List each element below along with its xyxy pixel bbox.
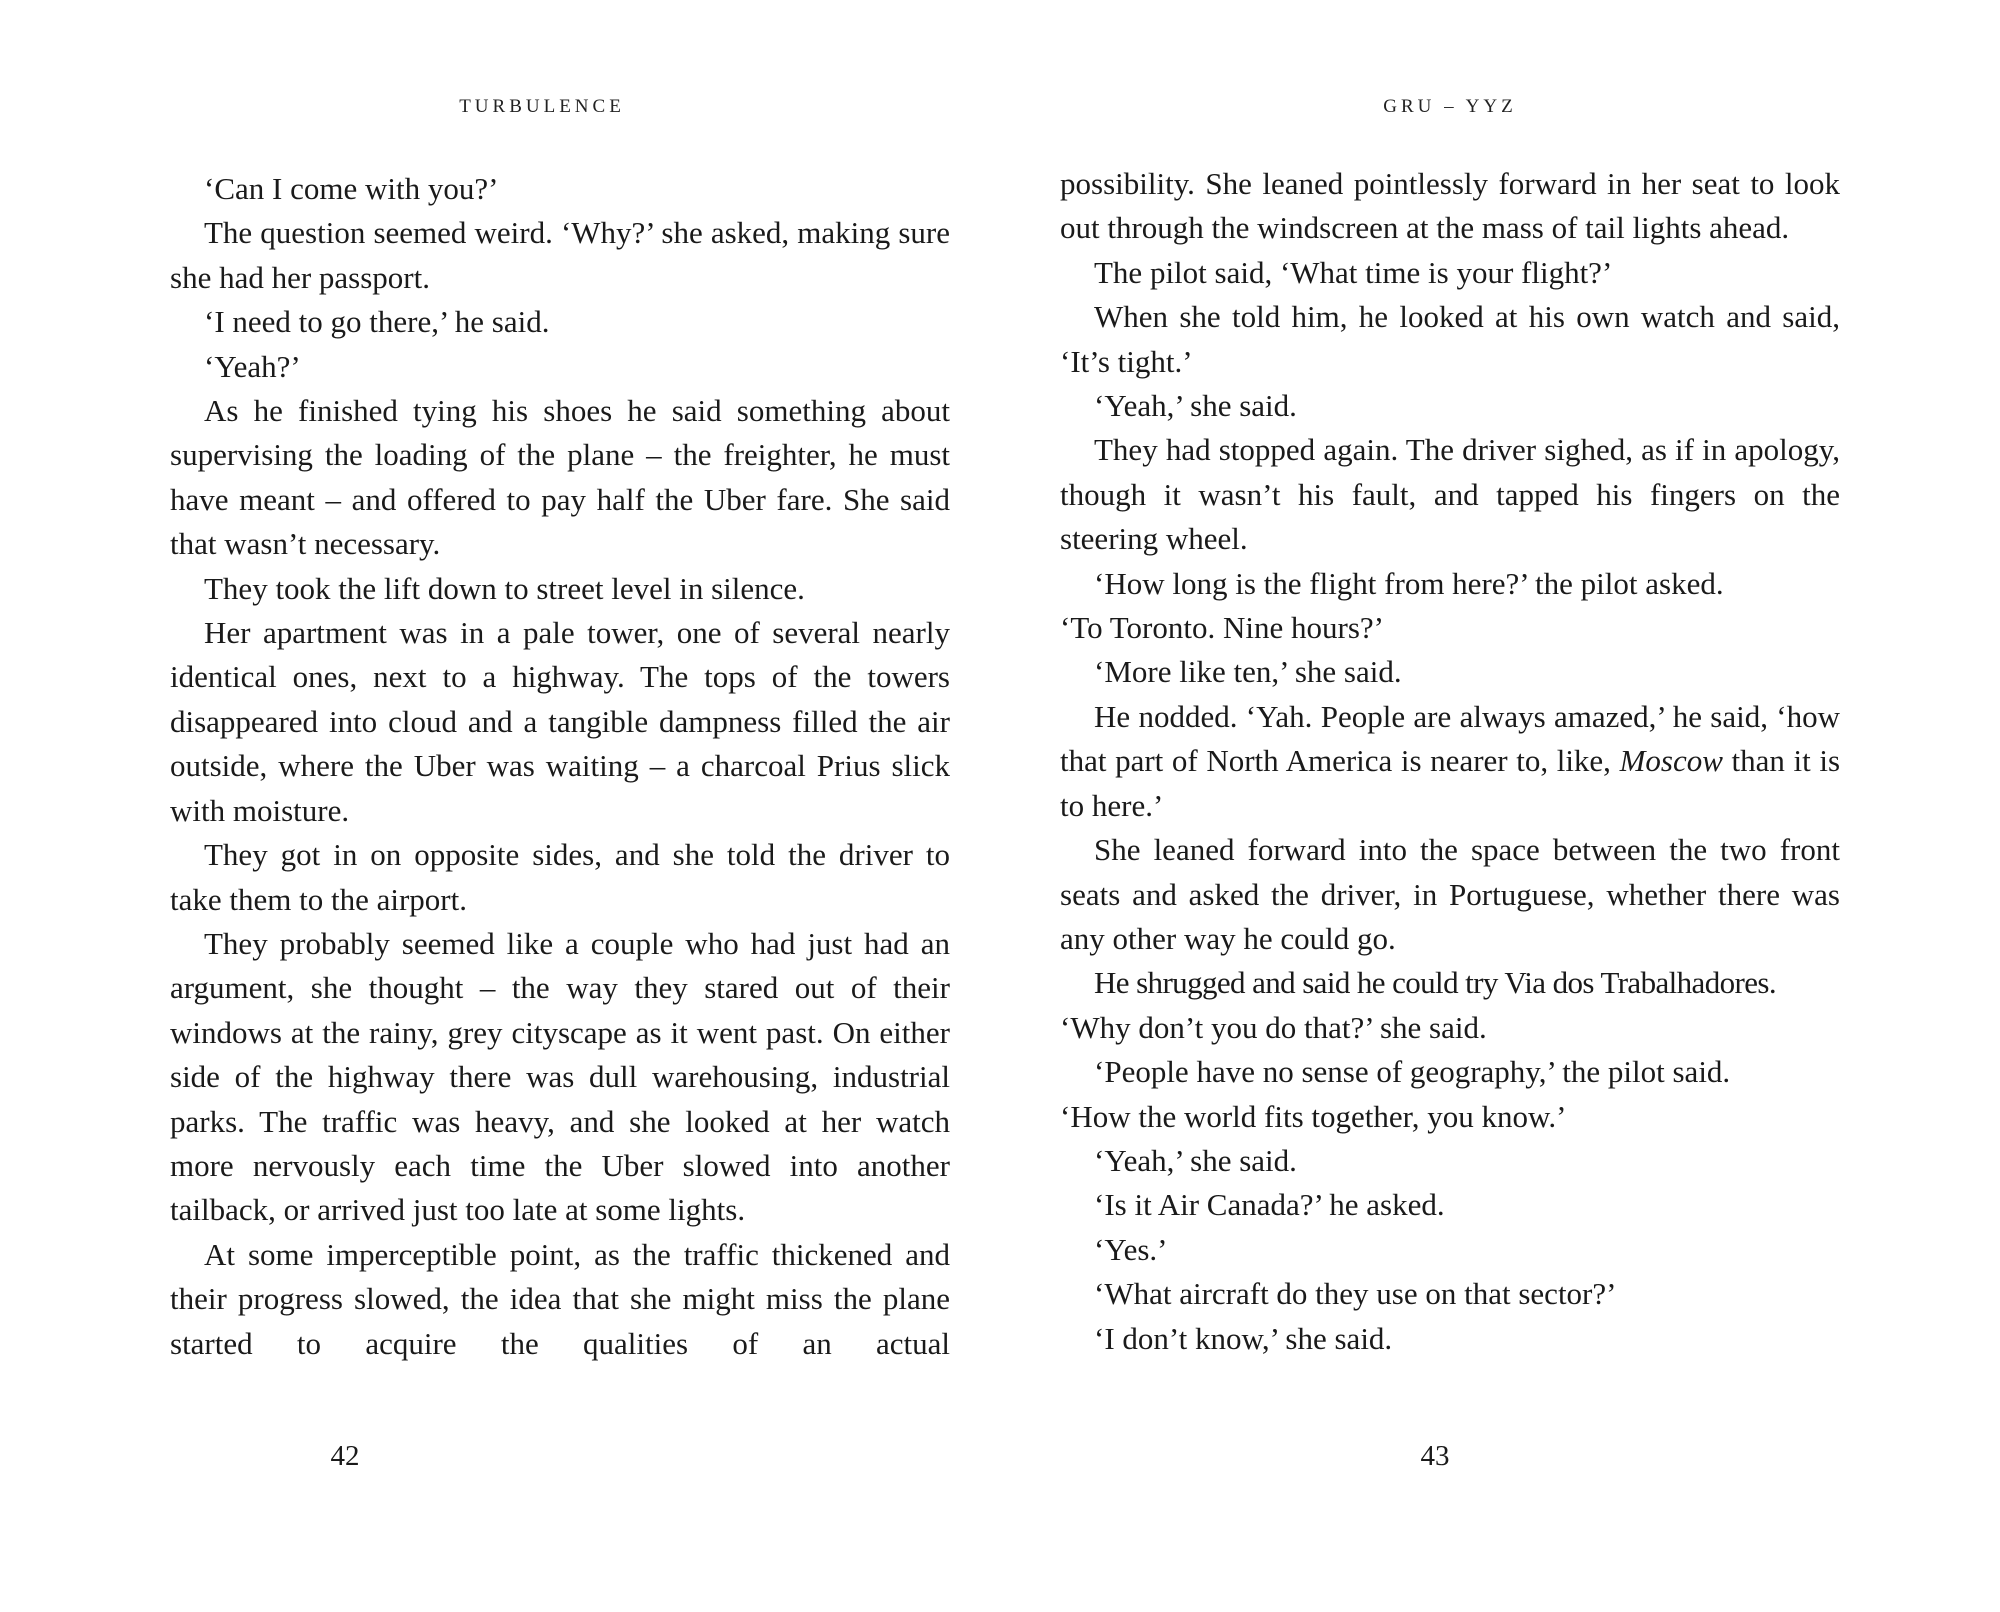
page-number-left: 42 (330, 1440, 360, 1472)
paragraph: Her apartment was in a pale tower, one of several nearly identical ones, next to a highway. The tops of the towers disappeared into cloud and a tangible dampness filled the air outside, where the Uber was waiting – a charcoal Prius slick with moisture. (170, 615, 950, 828)
paragraph: When she told him, he looked at his own watch and said, ‘It’s tight.’ (1060, 299, 1840, 379)
paragraph: ‘Why don’t you do that?’ she said. (1060, 1009, 1487, 1045)
paragraph: ‘To Toronto. Nine hours?’ (1060, 610, 1384, 646)
paragraph: At some imperceptible point, as the traffic thickened and their progress slowed, the idea that she might miss the plane started to acquire the qualities of an actual (170, 1236, 950, 1361)
right-page-body (1060, 162, 1840, 1361)
running-head-right: GRU – YYZ (1383, 96, 1517, 117)
paragraph: ‘Yeah?’ (204, 348, 301, 384)
paragraph-text: than it is to here.’ (1060, 743, 1841, 823)
paragraph: ‘Is it Air Canada?’ he asked. (1094, 1187, 1445, 1223)
running-head-left: TURBULENCE (459, 96, 625, 117)
paragraph: ‘Yes.’ (1094, 1231, 1168, 1267)
left-page-body (170, 167, 950, 1366)
paragraph: ‘I don’t know,’ she said. (1094, 1320, 1393, 1356)
paragraph: They had stopped again. The driver sighed, as if in apology, though it wasn’t his fault, and tapped his fingers on the steering wheel. (1060, 432, 1840, 557)
paragraph: ‘Can I come with you?’ (204, 171, 499, 206)
paragraph: ‘How the world fits together, you know.’ (1060, 1098, 1567, 1134)
paragraph (1060, 695, 1840, 828)
paragraph: They got in on opposite sides, and she told the driver to take them to the airport. (170, 837, 950, 917)
paragraph: She leaned forward into the space between the two front seats and asked the driver, in Portuguese, whether there was any other way he could go. (1060, 832, 1840, 956)
paragraph-text: He nodded. ‘Yah. People are always amazed,’ he said, ‘how that part of North America is nearer to, like, (1060, 698, 1840, 779)
paragraph: As he finished tying his shoes he said something about supervising the loading of the plane – the freighter, he must have meant – and offered to pay half the Uber fare. She said that wasn’t necessary. (170, 393, 950, 562)
paragraph: ‘Yeah,’ she said. (1094, 388, 1297, 424)
italic-word: Moscow (1619, 743, 1723, 779)
paragraph: ‘How long is the flight from here?’ the pilot asked. (1094, 565, 1724, 601)
paragraph: They took the lift down to street level in silence. (204, 570, 805, 606)
paragraph: The question seemed weird. ‘Why?’ she asked, making sure she had her passport. (170, 215, 950, 295)
paragraph: He shrugged and said he could try Via dos Trabalhadores. (1094, 965, 1777, 1001)
paragraph: possibility. She leaned pointlessly forward in her seat to look out through the windscreen at the mass of tail lights ahead. (1060, 166, 1840, 246)
paragraph: ‘I need to go there,’ he said. (204, 304, 550, 340)
page-number-right: 43 (1420, 1440, 1450, 1472)
paragraph: ‘What aircraft do they use on that sector?’ (1094, 1276, 1617, 1312)
paragraph: They probably seemed like a couple who had just had an argument, she thought – the way they stared out of their windows at the rainy, grey cityscape as it went past. On either side of the highway there was dull warehousing, industrial parks. The traffic was heavy, and she looked at her watch more nervously each time the Uber slowed into another tailback, or arrived just too late at some lights. (170, 925, 950, 1228)
paragraph: ‘More like ten,’ she said. (1094, 654, 1402, 690)
paragraph: ‘Yeah,’ she said. (1094, 1142, 1297, 1178)
paragraph: ‘People have no sense of geography,’ the pilot said. (1094, 1054, 1731, 1090)
paragraph: The pilot said, ‘What time is your flight?’ (1094, 254, 1613, 290)
